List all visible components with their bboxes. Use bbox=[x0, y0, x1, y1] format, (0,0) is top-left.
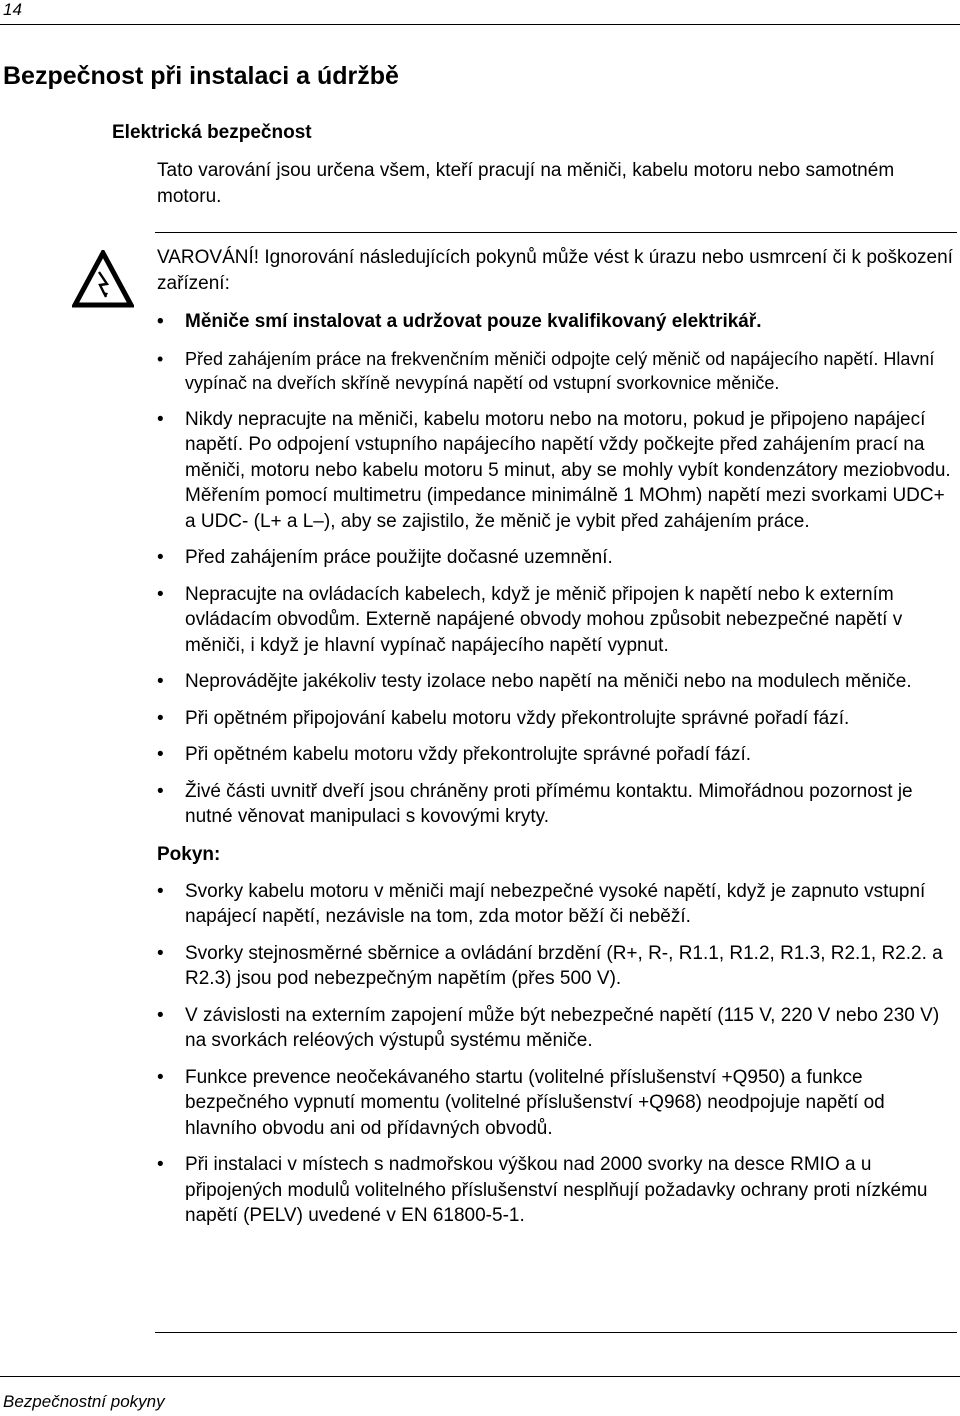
warning-intro-text: Ignorování následujících pokynů může vést k úrazu nebo usmrcení či k poškození zařízení: bbox=[157, 247, 953, 294]
warning-item: • Živé části uvnitř dveří jsou chráněny proti přímému kontaktu. Mimořádnou pozornost je nutné věnovat manipulaci s kovovými kryty. bbox=[157, 779, 957, 830]
note-item: • Při instalaci v místech s nadmořskou výškou nad 2000 svorky na desce RMIO a u připojených modulů volitelného příslušenství nesplňují požadavky ochrany proti nízkému napětí (PELV) uvedené v EN 61800-5-1. bbox=[157, 1152, 957, 1229]
footer-text: Bezpečnostní pokyny bbox=[3, 1392, 165, 1411]
warning-item: • Měniče smí instalovat a udržovat pouze kvalifikovaný elektrikář. bbox=[157, 309, 957, 335]
warning-bottom-rule bbox=[155, 1332, 957, 1333]
section-heading: Elektrická bezpečnost bbox=[112, 122, 312, 143]
footer-rule bbox=[0, 1376, 960, 1377]
warning-item: • Při opětném kabelu motoru vždy překontrolujte správné pořadí fází. bbox=[157, 742, 957, 768]
warning-item: • Při opětném připojování kabelu motoru vždy překontrolujte správné pořadí fází. bbox=[157, 706, 957, 732]
warning-label: VAROVÁNÍ! bbox=[157, 247, 260, 268]
note-item: • Svorky kabelu motoru v měniči mají nebezpečné vysoké napětí, když je zapnuto vstupní napájecí napětí, nezávisle na tom, zda motor běží či neběží. bbox=[157, 879, 957, 930]
warning-item: • Neprovádějte jakékoliv testy izolace nebo napětí na měniči nebo na modulech měniče. bbox=[157, 669, 957, 695]
warning-item: • Nikdy nepracujte na měniči, kabelu motoru nebo na motoru, pokud je připojeno napájecí napětí. Po odpojení vstupního napájecího napětí vždy počkejte před zahájením prací na měniči, motoru nebo kabelu motoru 5 minut, aby se mohly vybít kondenzátory meziobvodu. Měřením pomocí multimetru (impedance minimálně 1 MOhm) napětí mezi svorkami UDC+ a UDC- (L+ a L–), aby se zajistilo, že měnič je vybit před zahájením práce. bbox=[157, 407, 957, 535]
warning-item: • Před zahájením práce na frekvenčním měniči odpojte celý měnič od napájecího napětí. Hlavní vypínač na dveřích skříně nevypíná napětí od vstupní svorkovnice měniče. bbox=[157, 347, 957, 396]
note-label: Pokyn: bbox=[157, 843, 221, 865]
section-intro: Tato varování jsou určena všem, kteří pracují na měniči, kabelu motoru nebo samotném motoru. bbox=[157, 160, 895, 207]
warning-list bbox=[157, 309, 957, 830]
warning-intro bbox=[157, 245, 957, 297]
page-number: 14 bbox=[3, 0, 22, 19]
warning-item: • Před zahájením práce použijte dočasné uzemnění. bbox=[157, 545, 957, 571]
note-item: • Svorky stejnosměrné sběrnice a ovládání brzdění (R+, R-, R1.1, R1.2, R1.3, R2.1, R2.2. a R2.3) jsou pod nebezpečným napětím (přes 500 V). bbox=[157, 941, 957, 992]
note-list bbox=[157, 879, 957, 1229]
page-title: Bezpečnost při instalaci a údržbě bbox=[3, 62, 399, 90]
warning-block bbox=[157, 245, 957, 1229]
electrical-hazard-icon bbox=[72, 250, 134, 308]
warning-item: • Nepracujte na ovládacích kabelech, když je měnič připojen k napětí nebo k externím ovládacím obvodům. Externě napájené obvody mohou způsobit nebezpečné napětí v měniči, i když je hlavní vypínač napájecího napětí vypnut. bbox=[157, 582, 957, 659]
note-item: • V závislosti na externím zapojení může být nebezpečné napětí (115 V, 220 V nebo 230 V) na svorkách reléových výstupů systému měniče. bbox=[157, 1003, 957, 1054]
note-item: • Funkce prevence neočekávaného startu (volitelné příslušenství +Q950) a funkce bezpečného vypnutí momentu (volitelné příslušenství +Q968) neodpojuje napětí od hlavního obvodu ani od přídavných obvodů. bbox=[157, 1065, 957, 1142]
header-rule bbox=[0, 24, 960, 25]
warning-top-rule bbox=[155, 232, 957, 233]
